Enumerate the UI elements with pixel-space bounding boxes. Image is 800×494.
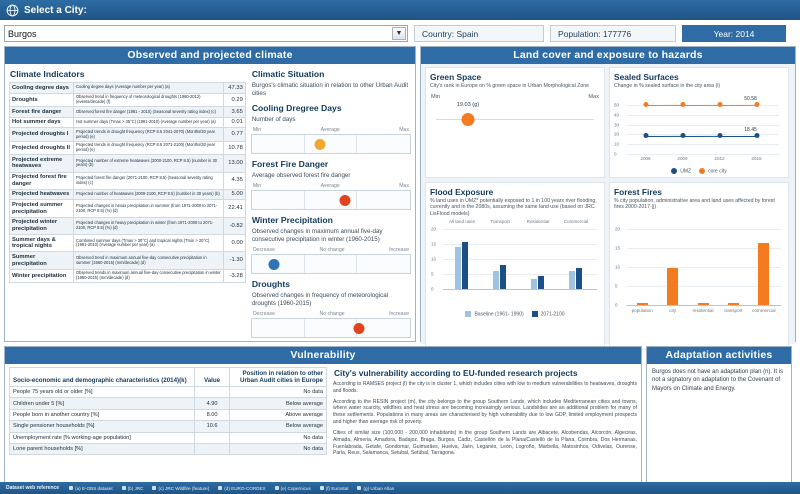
research-title: City's vulnerability according to EU-funded research projects <box>333 368 578 378</box>
flood-title: Flood Exposure <box>430 186 494 197</box>
indicator-value: 0.00 <box>223 235 245 252</box>
indicator-description: Projected number of extreme heatwaves (2000-2100, RCP 8.5) (number in 30 years) (b) <box>74 155 224 172</box>
table-row <box>10 128 246 141</box>
titlebar <box>0 0 800 20</box>
bar <box>758 243 769 305</box>
bullet-icon <box>122 486 126 490</box>
gauge-mid-label: No change <box>319 246 345 253</box>
vulnerability-row-position: Above average <box>230 409 327 420</box>
climate-gauges-block <box>246 67 411 340</box>
series-line <box>683 105 720 106</box>
bar <box>455 247 461 289</box>
x-tick-label: commercial <box>752 307 776 313</box>
flood-exposure-card <box>425 182 605 350</box>
gauge-subtitle: Burgos's climatic situation in relation to other Urban Audit cities <box>251 82 409 97</box>
indicator-value: -3.28 <box>223 269 245 282</box>
bar <box>500 265 506 290</box>
sealed-title: Sealed Surfaces <box>614 72 679 82</box>
vulnerability-row-position: No data <box>230 443 327 454</box>
gauge-min-label: Min <box>252 182 262 189</box>
bullet-icon <box>152 486 156 490</box>
gauge-title: Droughts <box>251 278 291 289</box>
indicator-value: 0.01 <box>223 117 245 128</box>
footer-link[interactable]: (a) E-OBS dataset <box>69 486 113 491</box>
footer-link[interactable]: (b) JRC <box>122 486 144 491</box>
green-space-title: Green Space <box>430 72 482 82</box>
footer-link[interactable]: (d) EURO-CORDEX <box>218 486 265 491</box>
bar <box>462 242 468 289</box>
city-select-value: Burgos <box>8 28 37 39</box>
indicator-description: Observed trend in frequency of meteorological droughts (1960-2012) (events/decade) (f) <box>74 93 224 106</box>
footer-label: Dataset web reference <box>6 485 60 491</box>
vulnerability-row-position: No data <box>230 387 327 398</box>
indicator-value: 5.00 <box>223 189 245 200</box>
lower-panels <box>0 346 800 483</box>
table-row <box>10 217 246 234</box>
bar <box>493 271 499 290</box>
titlebar-label: Select a City: <box>24 4 87 16</box>
footer-link[interactable]: (f) Eurostat <box>320 486 349 491</box>
table-row <box>10 409 327 420</box>
series-line <box>646 136 683 137</box>
vulnerability-col-position: Position in relation to other Urban Audit cities in Europe <box>230 368 327 387</box>
data-point <box>754 133 759 138</box>
series-line <box>720 105 757 106</box>
green-space-subtitle: City's rank in Europe on % green space in Urban Morphological Zone <box>430 83 590 89</box>
indicator-name: Winter precipitation <box>10 269 74 282</box>
indicator-value: 10.78 <box>223 141 245 154</box>
indicator-value: -1.30 <box>223 252 245 269</box>
x-tick-label: Transport <box>490 219 510 225</box>
indicator-description: Projected changes in hexax precipitation in summer (from 1971-2000 to 2071-2100, RCP 8.5) (%) (d) <box>74 200 224 217</box>
gauge-track[interactable] <box>251 254 411 274</box>
vulnerability-row-value: 4.90 <box>194 398 230 409</box>
climate-gauge <box>251 159 411 210</box>
country-label: Country: Spain <box>422 28 479 39</box>
indicator-description: Observed trends in maximum annual five-day consecutive precipitation in winter (1960-2015) (mm/decade) (d) <box>74 269 224 282</box>
gauge-subtitle: Average observed forest fire danger <box>251 171 351 179</box>
gauge-track[interactable] <box>251 318 411 338</box>
gauge-marker[interactable] <box>340 195 351 206</box>
table-row <box>10 107 246 118</box>
y-tick-label: 30 <box>614 122 620 127</box>
bar <box>569 271 575 289</box>
vulnerability-row-value <box>194 387 230 398</box>
indicator-value: 47.33 <box>223 83 245 94</box>
vulnerability-row-value: 10.6 <box>194 421 230 432</box>
gauge-mid-label: Average <box>320 126 340 133</box>
indicator-name: Projected droughts II <box>10 141 74 154</box>
sealed-chart <box>613 92 785 166</box>
indicator-description: Cooling degree days (Average number per year) (a) <box>74 83 224 94</box>
flood-subtitle: % land uses in UMZ* potentially exposed to 1 in 100 years river flooding, currently and in the 2080s, assuming the same land use (based on JRC LisFlood models) <box>430 197 597 217</box>
gauge-max-label: Max <box>399 126 409 133</box>
gauge-min-label: Decrease <box>252 310 276 317</box>
climate-panel <box>4 46 416 342</box>
x-tick-label: population <box>631 307 653 313</box>
table-row <box>10 93 246 106</box>
climate-indicators-block <box>9 67 246 340</box>
footer-link[interactable]: (c) JRC Wildfire (feature) <box>152 486 209 491</box>
indicator-name: Projected extreme heatwaves <box>10 155 74 172</box>
indicator-name: Projected heatwaves <box>10 189 74 200</box>
indicator-name: Droughts <box>10 93 74 106</box>
legend-item: 2071-2100 <box>532 311 565 317</box>
table-row <box>10 387 327 398</box>
table-row <box>10 398 327 409</box>
x-tick-label: transport <box>724 307 743 313</box>
population-label: Population: 177776 <box>558 28 632 39</box>
fires-subtitle: % city population, administrative area and land uses affected by forest fires 2000-2017 (j) <box>614 197 775 211</box>
table-row <box>10 443 327 454</box>
table-row <box>10 155 246 172</box>
indicator-name: Projected droughts I <box>10 128 74 141</box>
landcover-panel-header: Land cover and exposure to hazards <box>421 47 795 64</box>
y-tick-label: 10 <box>431 256 437 262</box>
vulnerability-row-label: Single pensioner households [%] <box>10 421 195 432</box>
x-tick-label: residential <box>692 307 714 313</box>
gauge-track[interactable] <box>251 190 411 210</box>
population-info <box>550 25 676 42</box>
x-tick-label: 2009 <box>677 155 688 161</box>
table-row <box>10 235 246 252</box>
vulnerability-row-label: Lone parent households [%] <box>10 443 195 454</box>
year-label: Year: 2014 <box>713 28 755 39</box>
vulnerability-row-value <box>194 443 230 454</box>
footer-bar <box>0 482 800 494</box>
climate-gauge <box>251 103 411 154</box>
indicator-name: Summer days & tropical nights <box>10 235 74 252</box>
indicator-description: Projected changes in heavy precipitation in winter (from 1971-2000 to 2071-2100, RCP 8.5) (%) (d) <box>74 217 224 234</box>
footer-link[interactable]: (e) Copernicus <box>275 486 311 491</box>
country-info <box>414 25 544 42</box>
vulnerability-table-title: Socio-economic and demographic characteristics (2014)(k) <box>10 368 195 387</box>
climate-gauge <box>251 69 411 98</box>
y-tick-label: 15 <box>615 245 621 251</box>
flood-legend <box>429 311 601 317</box>
vulnerability-row-label: People born in another country [%] <box>10 409 195 420</box>
table-row <box>10 252 246 269</box>
adaptation-panel-header: Adaptation activities <box>647 347 791 364</box>
indicator-description: Projected trends in drought frequency (RCP 8.5 2041-2070) (Months/30 year period) (e) <box>74 128 224 141</box>
research-paragraph: According to RAMSES project (l) the city is in cluster 1, which includes cities with low to medium vulnerabilities to heatwaves, droughts and floods. <box>332 381 637 394</box>
gauge-scale-labels <box>251 311 411 318</box>
vulnerability-table <box>9 367 327 455</box>
y-tick-label: 10 <box>614 141 620 147</box>
vulnerability-row-value: 8.00 <box>194 409 230 420</box>
bar <box>538 276 544 290</box>
vulnerability-row-label: Children under 5 [%] <box>10 398 195 409</box>
adaptation-panel <box>646 346 792 483</box>
bullet-icon <box>69 486 73 490</box>
gauge-min-label: Decrease <box>252 246 276 253</box>
indicator-name: Projected forest fire danger <box>10 172 74 189</box>
gauge-marker[interactable] <box>314 139 325 150</box>
main-panels <box>0 46 800 342</box>
indicator-description: Projected forest fire danger (2071-2100, RCP 8.5) (Seasonal severity rating index) (c) <box>74 172 224 189</box>
gauge-subtitle: Number of days <box>251 115 296 123</box>
indicator-description: Hot summer days (Tmax > 35°C) (1981-2010) (Average number per year) (a) <box>74 117 224 128</box>
gauge-marker[interactable] <box>268 259 279 270</box>
y-tick-label: 5 <box>615 283 618 289</box>
vulnerability-row-label: Unemployment rate [% working-age population] <box>10 432 195 443</box>
y-tick-label: 40 <box>614 112 620 118</box>
bar <box>531 279 537 290</box>
x-tick-label: 2006 <box>640 155 651 161</box>
vulnerability-panel-header: Vulnerability <box>5 347 641 364</box>
gauge-scale-labels <box>251 127 411 134</box>
table-row <box>10 189 246 200</box>
indicator-description: Projected trends in drought frequency (RCP 8.5 2071-2100) (Months/30 year period) (e) <box>74 141 224 154</box>
sealed-legend <box>613 168 785 174</box>
green-space-min-label: Min <box>431 93 441 100</box>
table-row <box>10 200 246 217</box>
year-badge <box>682 25 786 42</box>
indicator-value: 3.65 <box>223 107 245 118</box>
x-tick-label: All land uses <box>448 219 476 225</box>
gauge-mid-label: Average <box>320 182 340 189</box>
indicator-name: Cooling degree days <box>10 83 74 94</box>
gauge-max-label: Increase <box>389 310 409 317</box>
x-tick-label: Residential <box>526 219 550 225</box>
table-row <box>10 83 246 94</box>
vulnerability-row-value <box>194 432 230 443</box>
gauge-scale-labels <box>251 183 411 190</box>
legend-item: Baseline (1961- 1990) <box>465 311 523 317</box>
adaptation-text: Burgos does not have an adaptation plan (n). It is not a signatory on adaptation to the Covenant of Mayors on Climate and Energy. <box>652 369 784 392</box>
vulnerability-row-position: Below average <box>230 398 327 409</box>
gauge-marker[interactable] <box>354 323 365 334</box>
legend-item: core city <box>699 168 727 174</box>
green-space-card <box>425 67 605 178</box>
gauge-subtitle: Observed changes in maximum annual five-day consecutive precipitation in winter (1960-2015) <box>251 227 383 243</box>
indicator-name: Hot summer days <box>10 117 74 128</box>
bar <box>667 268 678 305</box>
indicator-value: -0.82 <box>223 217 245 234</box>
indicator-description: Projected number of heatwaves (2000-2100, RCP 8.5) (number in 30 years) (b) <box>74 189 224 200</box>
climate-panel-header: Observed and projected climate <box>5 47 415 64</box>
table-row <box>10 421 327 432</box>
bullet-icon <box>357 486 361 490</box>
footer-link[interactable]: (g) Urban Atlas <box>357 486 394 491</box>
x-tick-label: city <box>669 307 677 313</box>
vulnerability-row-label: People 75 years old or older [%] <box>10 387 195 398</box>
y-tick-label: 50 <box>614 102 620 108</box>
globe-icon <box>6 4 19 17</box>
bullet-icon <box>320 486 324 490</box>
research-paragraph: According to the RESIN project (m), the city belongs to the group Southern Lands, which includes Mediterranean cities and towns, where water scarcity, wildfires and heat stress are becoming increasingly serious. Landslides are an additional problem for many of these settlements. Populations in many areas are characterised by high vulnerability due to low GDP, limited employment prospects and higher than average risk of poverty. <box>332 398 637 426</box>
table-row <box>10 141 246 154</box>
data-point <box>754 102 759 107</box>
indicator-name: Forest fire danger <box>10 107 74 118</box>
indicator-value: 13.00 <box>223 155 245 172</box>
city-select[interactable] <box>4 25 408 42</box>
indicator-value: 0.29 <box>223 93 245 106</box>
indicator-description: Combined summer days (Tmax > 30°C) and tropical nights (Tmin > 20°C) (1981-2010) (Average number per year) (a) <box>74 235 224 252</box>
series-line <box>683 136 720 137</box>
indicator-description: Observed trend in maximum annual five-day consecutive precipitation in summer (1960-2015) (mm/decade) (d) <box>74 252 224 269</box>
gauge-mid-label: No change <box>319 310 345 317</box>
vulnerability-table-block <box>9 367 327 481</box>
selector-row <box>0 20 800 46</box>
vulnerability-row-position: Below average <box>230 421 327 432</box>
climate-indicators-title: Climate Indicators <box>10 69 85 79</box>
green-space-marker[interactable] <box>461 113 474 126</box>
flood-chart <box>429 219 601 303</box>
sealed-surfaces-card <box>609 67 789 178</box>
legend-item: UMZ <box>671 168 691 174</box>
bullet-icon <box>218 486 222 490</box>
y-tick-label: 0 <box>615 302 618 308</box>
y-tick-label: 20 <box>614 131 620 137</box>
chevron-down-icon[interactable]: ▼ <box>392 27 406 40</box>
y-tick-label: 20 <box>431 226 437 232</box>
gauge-scale-labels <box>251 247 411 254</box>
table-row <box>10 432 327 443</box>
indicator-value: 0.77 <box>223 128 245 141</box>
forest-fires-card <box>609 182 789 350</box>
indicator-value: 4.35 <box>223 172 245 189</box>
green-space-track <box>431 102 599 136</box>
table-row <box>10 172 246 189</box>
gauge-subtitle: Observed changes in frequency of meteorological droughts (1960-2015) <box>251 291 389 307</box>
indicator-name: Summer precipitation <box>10 252 74 269</box>
series-line <box>720 136 757 137</box>
series-line <box>646 105 683 106</box>
research-block <box>327 367 637 481</box>
y-tick-label: 20 <box>615 226 621 232</box>
gauge-max-label: Increase <box>389 246 409 253</box>
vulnerability-panel <box>4 346 642 483</box>
indicator-value: 22.41 <box>223 200 245 217</box>
y-tick-label: 0 <box>431 286 434 292</box>
y-tick-label: 15 <box>431 241 437 247</box>
indicator-name: Projected winter precipitation <box>10 217 74 234</box>
y-tick-label: 0 <box>614 151 617 156</box>
data-label: 18.45 <box>744 126 757 133</box>
fires-chart <box>613 225 785 335</box>
gauge-max-label: Max <box>399 182 409 189</box>
sealed-subtitle: Change in % sealed surface in the city area (i) <box>614 83 721 89</box>
climate-gauge <box>251 279 411 338</box>
gauge-title: Winter Precipitation <box>251 214 333 225</box>
gauge-title: Forest Fire Danger <box>251 158 329 169</box>
vulnerability-col-value: Value <box>194 368 230 387</box>
gauge-track[interactable] <box>251 134 411 154</box>
indicator-description: Observed forest fire danger (1981 - 2010) (Seasonal severity rating index) (c) <box>74 107 224 118</box>
x-tick-label: 2015 <box>751 155 762 161</box>
climate-gauge <box>251 215 411 274</box>
gauge-title: Climatic Situation <box>251 69 325 79</box>
bar <box>576 268 582 289</box>
fires-title: Forest Fires <box>614 186 662 197</box>
x-tick-label: 2012 <box>714 155 725 161</box>
table-row <box>10 269 246 282</box>
x-tick-label: Commercial <box>563 219 589 225</box>
indicator-name: Projected summer precipitation <box>10 200 74 217</box>
landcover-panel <box>420 46 796 342</box>
green-space-max-label: Max <box>588 93 599 100</box>
data-label: 50.58 <box>744 95 757 102</box>
green-space-value: 19.03 (g) <box>456 101 480 108</box>
table-row <box>10 117 246 128</box>
research-paragraph: Cities of similar size (100,000 - 200,000 inhabitants) in the group Southern Lands are Albacete, Alcobendas, Alcorcón, Algeciras, Almada, Almeria, Amadora, Badajoz, Braga, Burgos, Cádiz, Castellón de la Plana/Castelló de la Plana, Coimbra, Dos Hermanas, Fuenlabrada, Getafe, Gondomar, Guimarães, Huelva, Jaén, Leganés, León, Logroño, Marbella, Matosinhos, Odivelas, Ourense, Parla, Reus, Salamanca, Setubal, Setúbal, Tarragona. <box>332 429 637 457</box>
y-tick-label: 10 <box>615 264 621 270</box>
gauge-title: Cooling Dregree Days <box>251 102 342 113</box>
gauge-min-label: Min <box>252 126 262 133</box>
bullet-icon <box>275 486 279 490</box>
y-tick-label: 5 <box>431 271 434 277</box>
vulnerability-row-position: No data <box>230 432 327 443</box>
climate-indicators-table <box>9 82 246 283</box>
